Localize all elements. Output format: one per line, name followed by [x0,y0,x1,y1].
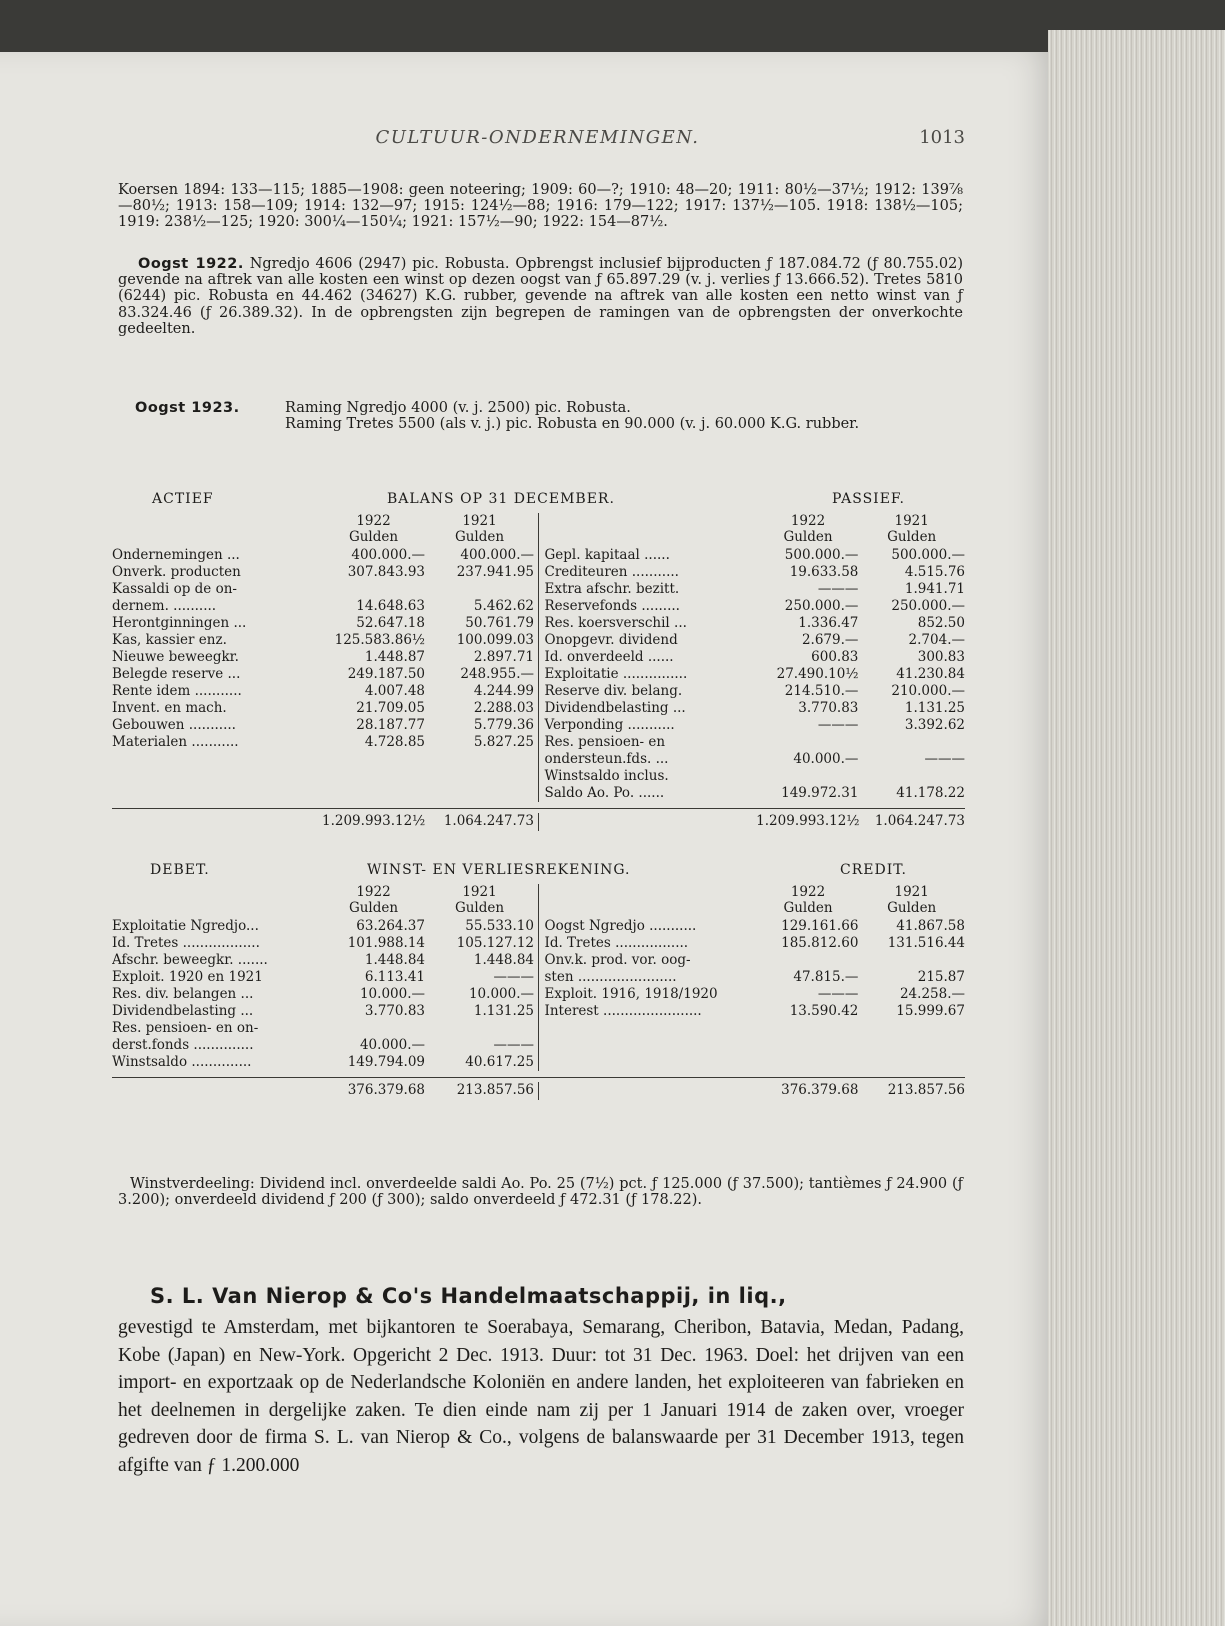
row-label: Extra afschr. bezitt. [544,581,680,597]
oogst-1922-label: Oogst 1922. [138,256,244,272]
row-label: Id. Tretes ................. [544,935,689,951]
table-row [112,969,538,986]
passief-column-headers [539,513,966,547]
value-1922: 1.448.84 [364,952,425,968]
value-1921: 10.000.— [468,986,534,1002]
value-1922: 6.113.41 [364,969,425,985]
year-1922: 1922 [356,513,391,529]
table-row [112,986,538,1003]
oogst-1923-block [135,400,965,432]
row-label: Oogst Ngredjo ........... [544,918,697,934]
passief-title: PASSIEF. [832,491,905,507]
table-row [112,615,538,632]
winst-title: WINST- EN VERLIESREKENING. [367,862,631,878]
row-label: Ondernemingen ... [112,547,240,563]
row-label: Res. pensioen- en on- [112,1020,259,1036]
value-1921: 24.258.— [899,986,965,1002]
value-1922: 40.000.— [793,751,859,767]
value-1921: 248.955.— [460,666,534,682]
value-1922: 2.679.— [801,632,859,648]
total-1921: 213.857.56 [887,1082,965,1098]
table-row [539,768,966,785]
table-row [112,1003,538,1020]
value-1921: 40.617.25 [465,1054,534,1070]
oogst-1923-line2: Raming Tretes 5500 (als v. j.) pic. Robusta en 90.000 (v. j. 60.000 K.G. rubber. [285,416,860,433]
value-1921: 852.50 [917,615,965,631]
row-label: Exploit. 1920 en 1921 [112,969,263,985]
year-1921: 1921 [462,513,497,529]
value-1921 [858,768,965,785]
value-1921: 5.827.25 [473,734,534,750]
year-1922: 1922 [356,884,391,900]
value-1922: 307.843.93 [347,564,425,580]
value-1921: 41.178.22 [896,785,965,801]
table-row [112,547,538,564]
value-1921: 15.999.67 [896,1003,965,1019]
debet-side [112,884,539,1071]
value-1921: ——— [493,969,534,985]
oogst-1922-text: Ngredjo 4606 (2947) pic. Robusta. Opbrengst inclusief bijproducten ƒ 187.084.72 (ƒ 80.755.02) gevende na aftrek van alle kosten een winst op dezen oogst van ƒ 65.897.29 (v. j. verlies ƒ 13.666.52). Tretes 5810 (6244) pic. Robusta en 44.462 (34627) K.G. rubber, gevende na aftrek van alle kosten een netto winst van ƒ 83.324.46 (ƒ 26.389.32). In de opbrengsten zijn begrepen de ramingen van de opbrengsten der onverkochte gedeelten. [118,256,963,337]
balans-totals [112,808,965,831]
table-row [539,683,966,700]
running-head: CULTUUR-ONDERNEMINGEN. [375,127,700,148]
row-label: Reservefonds ......... [544,598,680,614]
credit-column-headers [539,884,966,918]
table-row [112,581,538,598]
value-1922: ——— [817,717,859,733]
actief-column-headers [112,513,538,547]
value-1922: 28.187.77 [356,717,425,733]
value-1922 [758,734,859,751]
row-label: Onv.k. prod. vor. oog- [544,952,691,968]
value-1921: 215.87 [917,969,965,985]
row-label: Onopgevr. dividend [544,632,678,648]
table-row [539,547,966,564]
row-label: Nieuwe beweegkr. [112,649,239,665]
row-label: Id. Tretes .................. [112,935,260,951]
row-label: Kassaldi op de on- [112,581,237,597]
value-1922: ——— [817,581,859,597]
unit: Gulden [454,900,505,916]
value-1921: 100.099.03 [456,632,534,648]
value-1922: 21.709.05 [356,700,425,716]
table-row [539,734,966,751]
table-row [539,935,966,952]
row-label: Gebouwen ........... [112,717,236,733]
page-header [110,127,965,153]
table-row [112,649,538,666]
value-1922: 1.448.87 [364,649,425,665]
value-1921: 5.462.62 [473,598,534,614]
table-row [539,649,966,666]
actief-side [112,513,539,802]
row-label: Dividendbelasting ... [544,700,686,716]
total-1922: 1.209.993.12½ [756,813,860,829]
total-1922: 376.379.68 [781,1082,859,1098]
value-1922: 19.633.58 [789,564,859,580]
value-1921: 400.000.— [460,547,534,563]
row-label: Interest ....................... [544,1003,702,1019]
total-1922: 376.379.68 [347,1082,425,1098]
row-label: Exploit. 1916, 1918/1920 [544,986,718,1002]
row-label: Res. div. belangen ... [112,986,254,1002]
value-1921: 1.131.25 [473,1003,534,1019]
table-row [112,632,538,649]
debet-title: DEBET. [150,862,210,878]
koersen-paragraph: Koersen 1894: 133—115; 1885—1908: geen noteering; 1909: 60—?; 1910: 48—20; 1911: 80½—37½; 1912: 139⅞—80½; 1913: 158—109; 1914: 132—97; 1915: 124½—88; 1916: 179—122; 1917: 137½—105. 1918: 138½—105; 1919: 238½—125; 1920: 300¼—150¼; 1921: 157½—90; 1922: 154—87½. [118,182,963,231]
value-1921: 131.516.44 [887,935,965,951]
value-1922: 47.815.— [793,969,859,985]
table-row [112,734,538,751]
table-row [112,1020,538,1037]
value-1922: 40.000.— [359,1037,425,1053]
value-1921: 2.288.03 [473,700,534,716]
table-row [112,700,538,717]
row-label: Verponding ........... [544,717,675,733]
company-title: S. L. Van Nierop & Co's Handelmaatschappij, in liq., [150,1284,787,1308]
value-1921: 250.000.— [891,598,965,614]
unit: Gulden [454,529,505,545]
value-1922: 10.000.— [359,986,425,1002]
table-row [539,717,966,734]
value-1921: 105.127.12 [456,935,534,951]
table-row [112,918,538,935]
table-row [539,598,966,615]
page-number: 1013 [919,127,965,148]
credit-title: CREDIT. [840,862,907,878]
value-1922: 3.770.83 [798,700,859,716]
unit: Gulden [783,900,833,916]
total-1922: 1.209.993.12½ [322,813,426,829]
value-1921: 41.867.58 [896,918,965,934]
year-1921: 1921 [894,513,929,529]
row-label: Gepl. kapitaal ...... [544,547,670,563]
unit: Gulden [887,900,937,916]
value-1921: 4.515.76 [904,564,965,580]
table-row [539,564,966,581]
value-1921: 55.533.10 [465,918,534,934]
value-1922: 250.000.— [784,598,859,614]
value-1922 [758,952,859,969]
row-label: Rente idem ........... [112,683,242,699]
winst-totals [112,1077,965,1100]
value-1922: 3.770.83 [364,1003,425,1019]
table-row [112,952,538,969]
value-1922 [322,581,425,598]
value-1921 [425,581,534,598]
table-row [112,683,538,700]
table-row [112,666,538,683]
value-1921: 210.000.— [891,683,965,699]
row-label: Exploitatie ............... [544,666,688,682]
row-label: Id. onverdeeld ...... [544,649,674,665]
total-1921: 1.064.247.73 [874,813,965,829]
row-label: derst.fonds .............. [112,1037,254,1053]
value-1921 [858,952,965,969]
table-row [539,700,966,717]
table-row [112,598,538,615]
value-1921: 4.244.99 [473,683,534,699]
balans-table [112,491,965,831]
total-1921: 213.857.56 [456,1082,534,1098]
value-1922: 214.510.— [784,683,859,699]
credit-side [539,884,966,1071]
row-label: Saldo Ao. Po. ...... [544,785,665,801]
row-label: Reserve div. belang. [544,683,683,699]
company-description: gevestigd te Amsterdam, met bijkantoren te Soerabaya, Semarang, Cheribon, Batavia, Medan, Padang, Kobe (Japan) en New-York. Opgericht 2 Dec. 1913. Duur: tot 31 Dec. 1963. Doel: het drijven van een import- en exportzaak op de Nederlandsche Koloniën en andere landen, het exploiteeren van fabrieken en het deelnemen in dergelijke zaken. Te dien einde nam zij per 1 Januari 1914 de zaken over, vroeger gedreven door de firma S. L. van Nierop & Co., volgens de balanswaarde per 31 December 1913, tegen afgifte van ƒ 1.200.000 [118,1317,964,1476]
table-row [539,751,966,768]
table-row [112,564,538,581]
value-1922: ——— [817,986,859,1002]
row-label: sten ....................... [544,969,677,985]
year-1922: 1922 [790,884,826,900]
row-label: Crediteuren ........... [544,564,679,580]
table-row [112,935,538,952]
winst-verlies-table [112,862,965,1100]
row-label: ondersteun.fds. ... [544,751,669,767]
value-1921: 3.392.62 [904,717,965,733]
value-1922: 1.336.47 [798,615,859,631]
oogst-1922-paragraph [118,256,963,337]
value-1922: 13.590.42 [789,1003,859,1019]
table-row [112,1054,538,1071]
value-1921: 50.761.79 [465,615,534,631]
table-row [539,952,966,969]
value-1921 [858,734,965,751]
table-row [539,969,966,986]
unit: Gulden [887,529,937,545]
value-1922: 101.988.14 [347,935,425,951]
debet-column-headers [112,884,538,918]
value-1922: 14.648.63 [356,598,425,614]
unit: Gulden [348,529,399,545]
value-1922: 249.187.50 [347,666,425,682]
row-label: Afschr. beweegkr. ....... [112,952,268,968]
value-1922: 63.264.37 [356,918,425,934]
table-row [112,717,538,734]
row-label: Materialen ........... [112,734,239,750]
value-1921: 2.704.— [908,632,965,648]
row-label: Belegde reserve ... [112,666,241,682]
row-label: Dividendbelasting ... [112,1003,254,1019]
table-row [539,986,966,1003]
value-1921: 1.131.25 [904,700,965,716]
year-1922: 1922 [790,513,826,529]
table-row [539,615,966,632]
value-1922: 52.647.18 [356,615,425,631]
value-1921: 5.779.36 [473,717,534,733]
row-label: dernem. .......... [112,598,217,614]
value-1922: 500.000.— [784,547,859,563]
value-1921: 500.000.— [891,547,965,563]
row-label: Onverk. producten [112,564,241,580]
value-1921: ——— [493,1037,534,1053]
passief-side [539,513,966,802]
table-row [112,1037,538,1054]
value-1921: ——— [924,751,965,767]
row-label: Herontginningen ... [112,615,247,631]
year-1921: 1921 [894,884,929,900]
table-row [539,632,966,649]
value-1921: 237.941.95 [456,564,534,580]
value-1922: 600.83 [811,649,859,665]
value-1921 [425,1020,534,1037]
row-label: Invent. en mach. [112,700,227,716]
row-label: Res. pensioen- en [544,734,666,750]
value-1921: 300.83 [917,649,965,665]
value-1922: 129.161.66 [781,918,859,934]
winst-heading [112,862,965,884]
unit: Gulden [348,900,399,916]
table-row [539,918,966,935]
row-label: Winstsaldo inclus. [544,768,669,784]
table-row [539,666,966,683]
balans-heading [112,491,965,513]
winstverdeeling-paragraph: Winstverdeeling: Dividend incl. onverdeelde saldi Ao. Po. 25 (7½) pct. ƒ 125.000 (ƒ 37.500); tantièmes ƒ 24.900 (ƒ 3.200); onverdeeld dividend ƒ 200 (ƒ 300); saldo onverdeeld ƒ 472.31 (ƒ 178.22). [118,1176,963,1209]
balans-title: BALANS OP 31 DECEMBER. [387,491,615,507]
value-1922: 4.728.85 [364,734,425,750]
page-edges [1048,30,1225,1626]
value-1922 [758,768,859,785]
value-1922: 27.490.10½ [776,666,859,682]
value-1922: 4.007.48 [364,683,425,699]
year-1921: 1921 [462,884,497,900]
total-1921: 1.064.247.73 [443,813,534,829]
unit: Gulden [783,529,833,545]
value-1921: 41.230.84 [896,666,965,682]
value-1921: 2.897.71 [473,649,534,665]
value-1922: 185.812.60 [781,935,859,951]
oogst-1923-line1: Raming Ngredjo 4000 (v. j. 2500) pic. Robusta. [285,400,631,416]
table-row [539,1003,966,1020]
row-label: Kas, kassier enz. [112,632,227,648]
oogst-1923-label: Oogst 1923. [135,400,240,416]
actief-title: ACTIEF [152,491,214,507]
row-label: Exploitatie Ngredjo... [112,918,259,934]
row-label: Winstsaldo .............. [112,1054,252,1070]
table-row [539,581,966,598]
value-1922: 149.972.31 [781,785,859,801]
value-1921: 1.448.84 [473,952,534,968]
table-row [539,785,966,802]
value-1922: 125.583.86½ [334,632,425,648]
value-1922 [322,1020,425,1037]
row-label: Res. koersverschil ... [544,615,687,631]
value-1922: 400.000.— [351,547,425,563]
value-1922: 149.794.09 [347,1054,425,1070]
value-1921: 1.941.71 [904,581,965,597]
